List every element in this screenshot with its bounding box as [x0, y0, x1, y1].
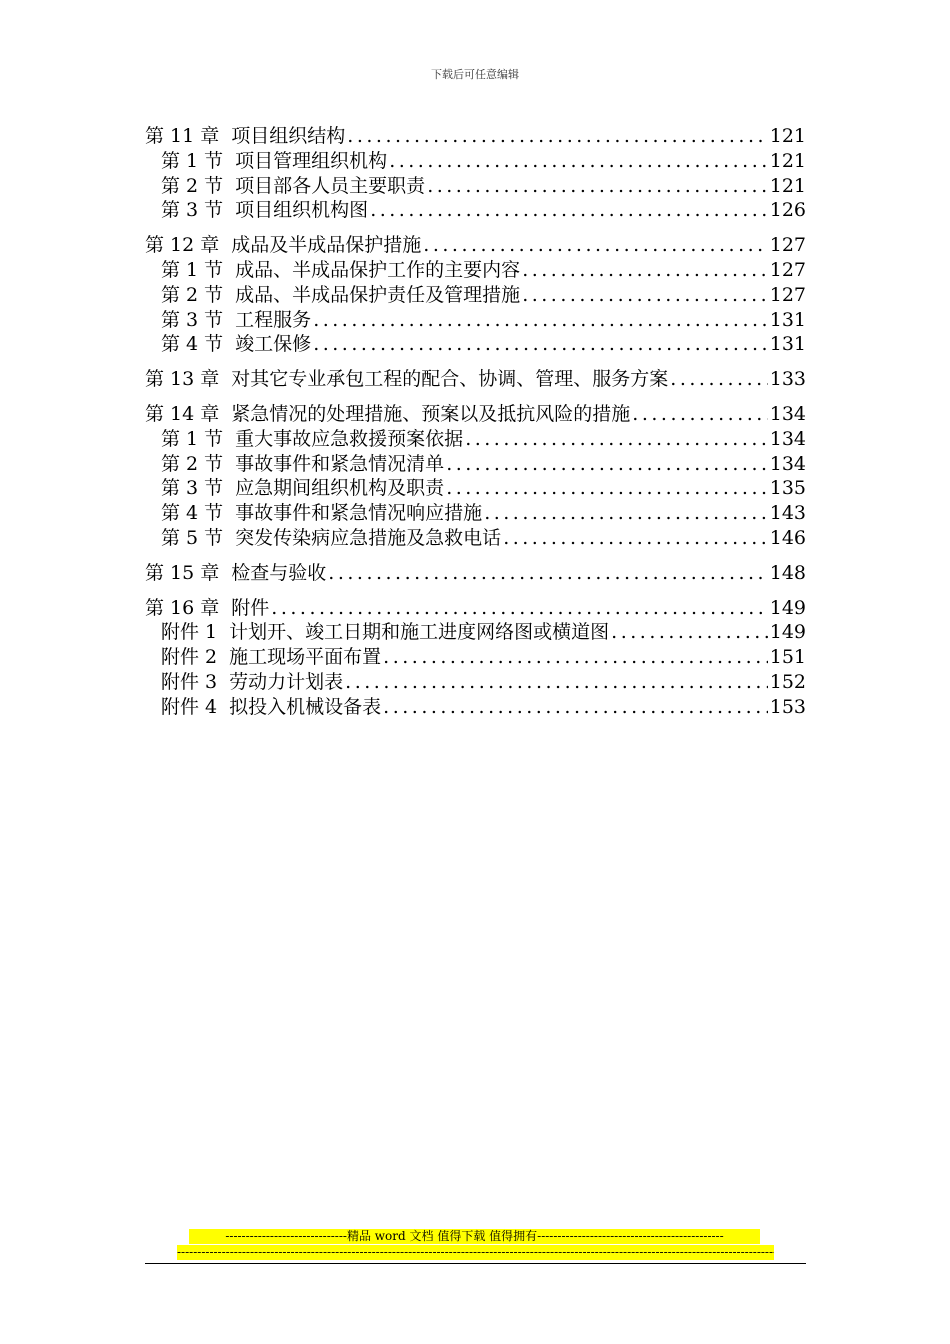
toc-entry-title: 成品、半成品保护责任及管理措施 [235, 283, 521, 306]
toc-entry-title: 成品、半成品保护工作的主要内容 [235, 258, 521, 281]
dot-leader [446, 476, 768, 501]
toc-chapter-14[interactable] [145, 402, 806, 427]
toc-section[interactable] [145, 308, 806, 333]
dot-leader [427, 174, 768, 199]
toc-entry-title: 检查与验收 [231, 561, 327, 584]
toc-appendix[interactable] [145, 620, 806, 645]
dot-leader [313, 332, 768, 357]
dot-leader [670, 367, 767, 392]
toc-section[interactable] [145, 427, 806, 452]
toc-entry-title: 竣工保修 [235, 333, 312, 356]
dot-leader [611, 620, 768, 645]
toc-page-number: 143 [769, 502, 806, 525]
toc-entry-label: 第 2 节 [161, 283, 224, 306]
dot-leader [522, 258, 768, 283]
toc-page-number: 151 [769, 646, 806, 669]
toc-page-number: 121 [769, 174, 806, 197]
toc-page-number: 121 [769, 149, 806, 172]
toc-page-number: 127 [769, 283, 806, 306]
toc-page-number: 153 [769, 695, 806, 718]
toc-entry-label: 第 2 节 [161, 452, 224, 475]
toc-page-number: 148 [769, 561, 806, 584]
toc-chapter-12[interactable] [145, 233, 806, 258]
footer-rule [145, 1263, 806, 1264]
toc-entry-title: 成品及半成品保护措施 [231, 234, 422, 257]
toc-entry-title: 项目部各人员主要职责 [235, 174, 426, 197]
toc-page-number: 126 [769, 199, 806, 222]
toc-entry-label: 第 11 章 [145, 125, 220, 147]
toc-page-number: 146 [769, 526, 806, 549]
toc-entry-title: 紧急情况的处理措施、预案以及抵抗风险的措施 [231, 402, 631, 425]
toc-entry-title: 重大事故应急救援预案依据 [235, 427, 464, 450]
toc-appendix[interactable] [145, 645, 806, 670]
toc-page-number: 127 [769, 234, 806, 257]
toc-section[interactable] [145, 283, 806, 308]
toc-entry-title: 事故事件和紧急情况响应措施 [235, 502, 483, 525]
toc-chapter-15[interactable] [145, 561, 806, 586]
dot-leader [423, 233, 767, 258]
toc-page-number: 133 [769, 368, 806, 391]
toc-entry-label: 第 2 节 [161, 174, 224, 197]
toc-page-number: 127 [769, 258, 806, 281]
toc-section[interactable] [145, 149, 806, 174]
toc-section[interactable] [145, 332, 806, 357]
toc-page-number: 134 [769, 402, 806, 425]
toc-entry-label: 附件 1 [161, 621, 218, 644]
toc-entry-title: 工程服务 [235, 308, 312, 331]
toc-entry-label: 第 4 节 [161, 333, 224, 356]
toc-section[interactable] [145, 452, 806, 477]
dot-leader [446, 452, 768, 477]
toc-entry-label: 第 1 节 [161, 427, 224, 450]
toc-section[interactable] [145, 174, 806, 199]
toc-chapter-13[interactable] [145, 367, 806, 392]
toc-entry-title: 拟投入机械设备表 [229, 695, 382, 718]
dot-leader [328, 561, 767, 586]
toc-entry-title: 项目组织机构图 [235, 199, 369, 222]
page-header: 下载后可任意编辑 [431, 68, 519, 81]
toc-entry-label: 第 3 节 [161, 199, 224, 222]
dot-leader [465, 427, 768, 452]
toc-page-number: 152 [769, 670, 806, 693]
toc-appendix[interactable] [145, 670, 806, 695]
toc-chapter-16[interactable] [145, 596, 806, 621]
dot-leader [370, 198, 768, 223]
toc-page-number: 121 [769, 125, 806, 147]
dot-leader [313, 308, 768, 333]
toc-page-number: 149 [769, 596, 806, 619]
toc-entry-label: 第 1 节 [161, 149, 224, 172]
dot-leader [383, 695, 768, 720]
toc-appendix[interactable] [145, 695, 806, 720]
toc-entry-label: 第 14 章 [145, 402, 220, 425]
toc-entry-title: 施工现场平面布置 [229, 646, 382, 669]
toc-chapter-11[interactable] [145, 124, 806, 149]
toc-section[interactable] [145, 526, 806, 551]
toc-entry-title: 项目管理组织机构 [235, 149, 388, 172]
toc-entry-label: 第 3 节 [161, 477, 224, 500]
dot-leader [345, 670, 768, 695]
dot-leader [503, 526, 768, 551]
footer-dash-line [177, 1245, 774, 1260]
toc-entry-title: 计划开、竣工日期和施工进度网络图或横道图 [229, 621, 610, 644]
footer-banner: ------------------------------精品 word 文档 值得下载 值得拥有---------------------------------------------- [189, 1229, 760, 1244]
toc-entry-label: 第 16 章 [145, 596, 220, 619]
toc-page-number: 134 [769, 427, 806, 450]
toc-entry-title: 劳动力计划表 [229, 670, 344, 693]
toc-entry-label: 第 15 章 [145, 561, 220, 584]
toc-entry-title: 对其它专业承包工程的配合、协调、管理、服务方案 [231, 368, 669, 391]
toc-entry-title: 应急期间组织机构及职责 [235, 477, 445, 500]
toc-entry-label: 附件 3 [161, 670, 218, 693]
toc-entry-label: 第 1 节 [161, 258, 224, 281]
dot-leader [484, 501, 768, 526]
toc-page-number: 135 [769, 477, 806, 500]
toc-entry-title: 附件 [231, 596, 270, 619]
toc-entry-title: 项目组织结构 [231, 125, 346, 147]
dot-leader [632, 402, 767, 427]
toc-entry-label: 第 3 节 [161, 308, 224, 331]
toc-entry-title: 事故事件和紧急情况清单 [235, 452, 445, 475]
toc-page-number: 134 [769, 452, 806, 475]
toc-section[interactable] [145, 501, 806, 526]
toc-entry-label: 第 4 节 [161, 502, 224, 525]
dot-leader [383, 645, 768, 670]
toc-entry-label: 附件 2 [161, 646, 218, 669]
toc-entry-label: 第 5 节 [161, 526, 224, 549]
toc-section[interactable] [145, 198, 806, 223]
toc-entry-label: 第 12 章 [145, 234, 220, 257]
table-of-contents [145, 124, 806, 720]
toc-page-number: 149 [769, 621, 806, 644]
dot-leader [389, 149, 768, 174]
toc-page-number: 131 [769, 308, 806, 331]
dot-leader [522, 283, 768, 308]
toc-entry-title: 突发传染病应急措施及急救电话 [235, 526, 502, 549]
dot-leader [347, 124, 767, 149]
toc-section[interactable] [145, 258, 806, 283]
toc-entry-label: 第 13 章 [145, 368, 220, 391]
dot-leader [271, 596, 767, 621]
toc-page-number: 131 [769, 333, 806, 356]
toc-entry-label: 附件 4 [161, 695, 218, 718]
toc-section[interactable] [145, 476, 806, 501]
